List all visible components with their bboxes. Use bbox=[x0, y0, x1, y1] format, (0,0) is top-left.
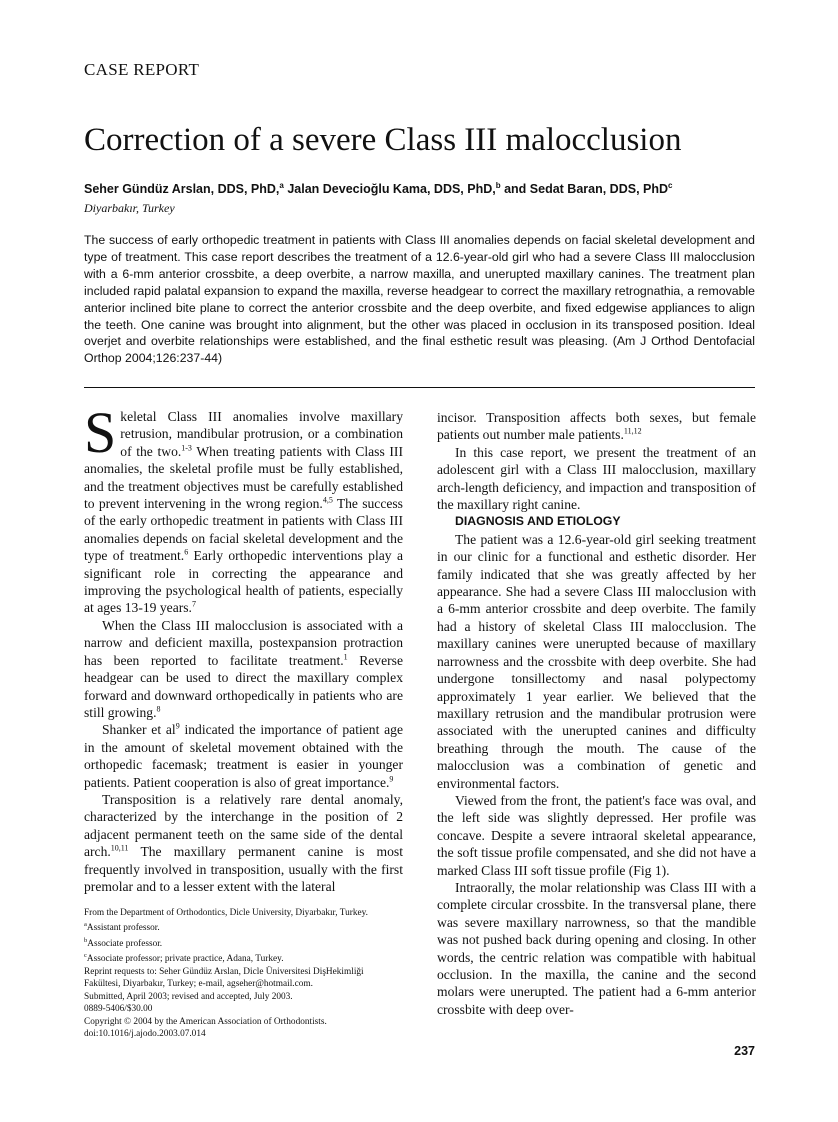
footnotes bbox=[84, 907, 414, 1040]
citation: 1 bbox=[343, 652, 348, 662]
author-2: Jalan Devecioğlu Kama, DDS, PhD, bbox=[283, 182, 496, 197]
author-1: Seher Gündüz Arslan, DDS, PhD, bbox=[84, 182, 280, 197]
citation: 9 bbox=[389, 774, 394, 783]
citation: 10,11 bbox=[110, 843, 129, 853]
citation: 6 bbox=[184, 547, 189, 557]
footnote-reprint-contact: Fakültesi, Diyarbakır, Turkey; e-mail, agseher@hotmail.com. bbox=[84, 979, 313, 990]
citation: 8 bbox=[156, 704, 161, 714]
author-3-affiliation-mark: c bbox=[668, 181, 673, 190]
footnote-c: $^c$Associate professor; private practice, Adana, Turkey. bbox=[84, 952, 284, 965]
abstract: The success of early orthopedic treatment in patients with Class III anomalies depends on facial skeletal development and type of treatment. This case report describes the treatment of a 12.6-year-old girl who had a severe Class III malocclusion with a 6-mm anterior crossbite, a deep overbite, a narrow maxilla, and unerupted maxillary canines. The treatment plan included rapid palatal expansion to expand the maxilla, reverse headgear to correct the maxillary retrognathia, a removable anterior inclined bite plane to correct the anterior crossbite and the deep overbite, and fixed edgewise appliances to align the teeth. One canine was brought into alignment, but the other was placed in occlusion in its transposed position. Ideal overjet and overbite relationships were established, and the final esthetic result was pleasing. (Am J Orthod Dentofacial Orthop 2004;126:237-44) bbox=[84, 233, 755, 366]
body-column-left bbox=[84, 400, 403, 895]
body-paragraph: Skeletal Class III anomalies involve maxillary retrusion, mandibular protrusion, or a combination of the two.$^{1-3}$ When treating patients with Class III anomalies, the skeletal profile must be fully established, and the treatment objectives must be carefully established to prevent intervening in the wrong region.$^{4,5}$ The success of the early orthopedic treatment in patients with Class III anomalies depends on facial skeletal development and the type of treatment.$^6$ Early orthopedic interventions play a significant role in correcting the appearance and improving the psychological health of patients, especially at ages 13-19 years.$^7$ bbox=[84, 400, 403, 616]
footnote-reprint: Reprint requests to: Seher Gündüz Arslan, Dicle Üniversitesi DişHekimliği bbox=[84, 966, 364, 977]
citation: 1-3 bbox=[181, 443, 192, 453]
footnote-department: From the Department of Orthodontics, Dicle University, Diyarbakır, Turkey. bbox=[84, 908, 368, 918]
citation: 9 bbox=[175, 721, 180, 731]
body-paragraph: Transposition is a relatively rare dental anomaly, characterized by the interchange in the position of 2 adjacent permanent teeth on the same side of the dental arch.$^{10,11}$ The maxillary permanent canine is most frequently involved in transposition, usually with the first premolar and to a lesser extent with the lateral bbox=[84, 791, 403, 894]
section-heading: DIAGNOSIS AND ETIOLOGY bbox=[455, 514, 621, 529]
body-paragraph: incisor. Transposition affects both sexes, but female patients out number male patients.$^{11,12}$ bbox=[437, 410, 756, 443]
footnote-doi: doi:10.1016/j.ajodo.2003.07.014 bbox=[84, 1028, 206, 1039]
body-paragraph: In this case report, we present the treatment of an adolescent girl with a Class III malocclusion, maxillary arch-length deficiency, and impaction and transposition of the maxillary right canine. bbox=[437, 444, 756, 513]
author-2-affiliation-mark: b bbox=[495, 181, 501, 190]
author-line bbox=[84, 181, 774, 196]
article-title: Correction of a severe Class III malocclusion bbox=[84, 122, 682, 158]
author-location: Diyarbakır, Turkey bbox=[84, 201, 175, 215]
citation: 11,12 bbox=[623, 426, 642, 436]
footnote-b: $^b$Associate professor. bbox=[84, 936, 163, 949]
body-paragraph: The patient was a 12.6-year-old girl seeking treatment in our clinic for a functional and esthetic disorder. Her family indicated that she was greatly affected by her appearance. She had a severe Class III malocclusion with a 6-mm anterior crossbite and deep overbite. The family had a history of skeletal Class III malocclusion. The maxillary canines were unerupted because of maxillary narrowness and the crossbite with deep overbite. She had undergone tonsillectomy and nasal polypectomy approximately 1 year earlier. We believed that the maxillary retrusion and the mandibular protrusion were associated with the unerupted canines and difficulty breathing through the mouth. The cause of the malocclusion was a combination of genetic and environmental factors. bbox=[437, 531, 756, 791]
author-3: and Sedat Baran, DDS, PhD bbox=[500, 182, 669, 197]
footnote-issn: 0889-5406/$30.00 bbox=[84, 1004, 153, 1015]
drop-cap: S bbox=[84, 400, 117, 465]
page-number: 237 bbox=[734, 1044, 755, 1058]
author-1-affiliation-mark: a bbox=[279, 181, 284, 190]
body-paragraph: Intraorally, the molar relationship was Class III with a complete circular crossbite. In the transversal plane, there was severe maxillary narrowness, so that the mandible was not pushed back during opening and closing. In other words, the centric relation was compatible with habitual occlusion. In the maxilla, the canine and the second molars were unerupted. The patient had a 6-mm anterior crossbite with deep over- bbox=[437, 879, 756, 1017]
section-label: CASE REPORT bbox=[84, 60, 200, 79]
body-paragraph: Viewed from the front, the patient's face was oval, and the left side was slightly depressed. Her profile was concave. Despite a severe intraoral skeletal appearance, the soft tissue profile compensated, and she did not have a marked Class III soft tissue profile (Fig 1). bbox=[437, 792, 756, 878]
footnote-submitted: Submitted, April 2003; revised and accepted, July 2003. bbox=[84, 991, 293, 1002]
body-paragraph: Shanker et $al^9$ indicated the importance of patient age in the amount of skeletal movement obtained with the orthopedic facemask; treatment is easier in younger patients. Patient cooperation is also of great importance.$^9$ bbox=[84, 721, 403, 790]
citation: 4,5 bbox=[322, 495, 333, 505]
citation: 7 bbox=[191, 599, 196, 609]
abstract-divider bbox=[84, 387, 755, 388]
footnote-copyright: Copyright © 2004 by the American Association of Orthodontists. bbox=[84, 1016, 327, 1027]
body-paragraph: When the Class III malocclusion is associated with a narrow and deficient maxilla, postexpansion protraction has been reported to facilitate treatment.$^1$ Reverse headgear can be used to direct the maxillary complex forward and downward orthopedically in patients who are still growing.$^8$ bbox=[84, 617, 403, 720]
body-column-right bbox=[437, 409, 756, 1018]
footnote-a: $^a$Assistant professor. bbox=[84, 921, 160, 934]
